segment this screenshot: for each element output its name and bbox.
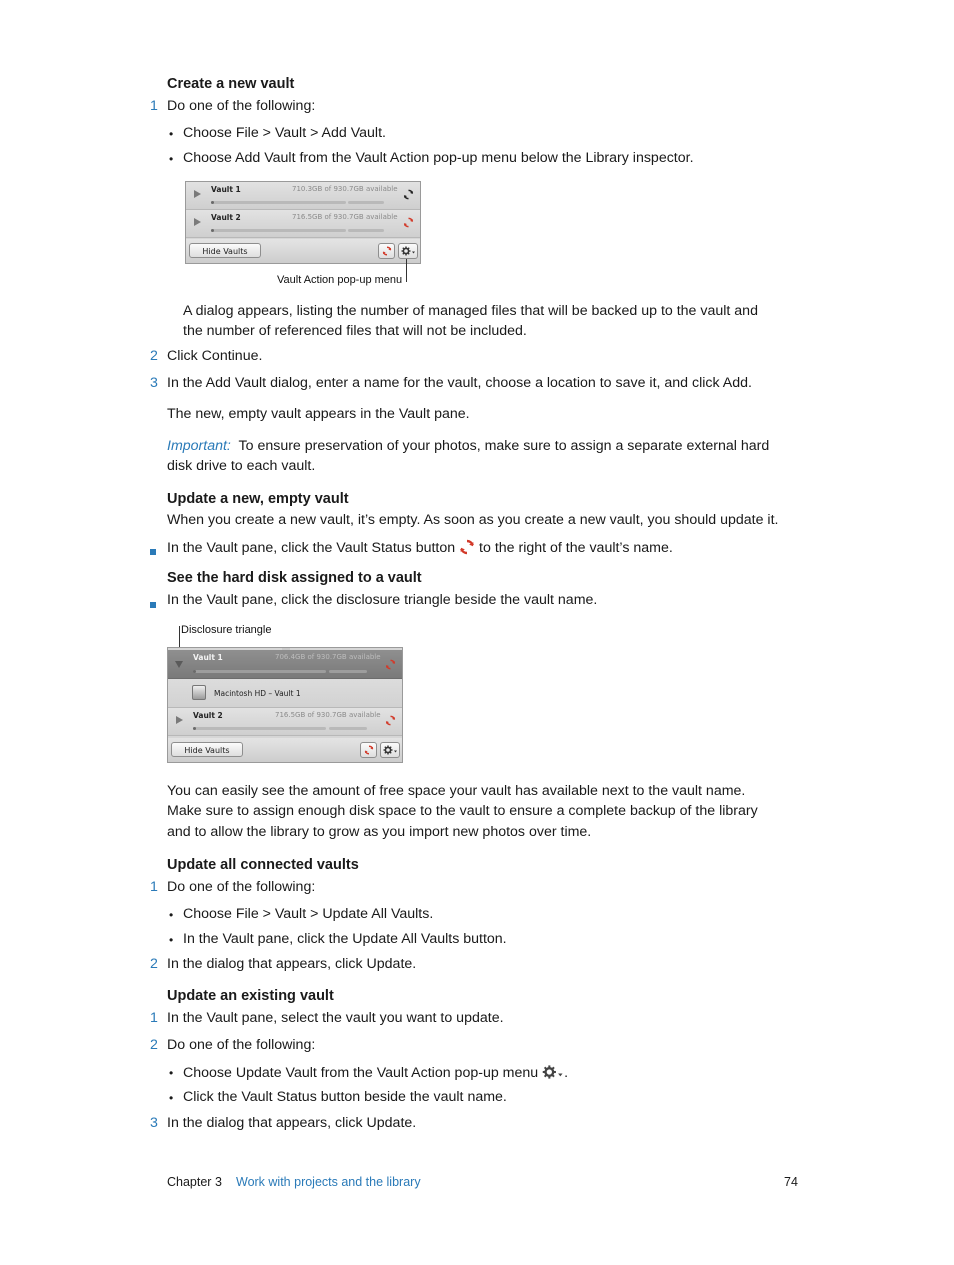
step-text: Do one of the following: bbox=[167, 879, 316, 895]
hide-vaults-button[interactable]: Hide Vaults bbox=[171, 742, 243, 757]
vault-disk-item[interactable] bbox=[168, 679, 402, 708]
bullet-text-before: In the Vault pane, click the Vault Status button bbox=[167, 540, 456, 556]
hide-vaults-button[interactable]: Hide Vaults bbox=[189, 243, 261, 258]
paragraph-line: Make sure to assign enough disk space to the vault to ensure a complete backup of the library bbox=[167, 803, 758, 819]
step-number: 3 bbox=[150, 1115, 158, 1131]
important-note bbox=[167, 438, 769, 454]
step-number: 2 bbox=[150, 1037, 158, 1053]
disclosure-triangle-icon[interactable] bbox=[194, 218, 201, 226]
hard-disk-icon bbox=[192, 685, 206, 700]
vault-row[interactable] bbox=[186, 210, 420, 238]
vault-usage-fill bbox=[211, 229, 214, 232]
bullet-text: Choose File > Vault > Add Vault. bbox=[183, 125, 386, 141]
vault-pane-figure bbox=[185, 181, 421, 264]
paragraph-line: You can easily see the amount of free space your vault has available next to the vault name. bbox=[167, 783, 746, 799]
step-text: In the dialog that appears, click Update. bbox=[167, 1115, 417, 1131]
important-label: Important: bbox=[167, 438, 231, 454]
vault-name: Vault 1 bbox=[211, 185, 241, 194]
bullet-text: Choose File > Vault > Update All Vaults. bbox=[183, 906, 434, 922]
sync-red-icon bbox=[382, 246, 392, 256]
vault-available: 706.4GB of 930.7GB available bbox=[275, 653, 381, 661]
heading-see-hard-disk: See the hard disk assigned to a vault bbox=[167, 570, 422, 586]
sync-red-icon[interactable] bbox=[385, 659, 396, 670]
page-number: 74 bbox=[784, 1175, 798, 1189]
vault-status-icon bbox=[459, 539, 475, 555]
sync-black-icon[interactable] bbox=[403, 189, 414, 200]
vault-row-selected[interactable] bbox=[168, 650, 402, 679]
important-text-line: disk drive to each vault. bbox=[167, 458, 316, 474]
vault-usage-bar bbox=[211, 201, 346, 204]
vault-usage-bar bbox=[193, 670, 326, 673]
bullet-dot: • bbox=[169, 152, 174, 166]
vault-pane-figure-expanded bbox=[167, 647, 403, 763]
disclosure-triangle-icon[interactable] bbox=[194, 190, 201, 198]
vault-action-popup-button[interactable] bbox=[380, 742, 400, 758]
vault-name: Vault 2 bbox=[193, 711, 223, 720]
vault-usage-bar bbox=[193, 727, 326, 730]
vault-usage-fill bbox=[193, 727, 196, 730]
vault-usage-fill bbox=[211, 201, 214, 204]
footer-chapter: Chapter 3 bbox=[167, 1175, 222, 1189]
bullet-dot: • bbox=[169, 1066, 174, 1080]
update-all-vaults-button[interactable] bbox=[360, 742, 377, 758]
vault-pane-footer bbox=[168, 738, 402, 762]
result-text: The new, empty vault appears in the Vault pane. bbox=[167, 406, 470, 422]
vault-available: 710.3GB of 930.7GB available bbox=[292, 185, 398, 193]
paragraph-line: the number of referenced files that will not be included. bbox=[183, 323, 527, 339]
step-text: Do one of the following: bbox=[167, 98, 316, 114]
vault-pane-footer bbox=[186, 239, 420, 263]
gear-icon bbox=[401, 246, 416, 256]
step-text: In the dialog that appears, click Update. bbox=[167, 956, 417, 972]
bullet-text bbox=[167, 539, 673, 556]
vault-disk-name: Macintosh HD – Vault 1 bbox=[214, 689, 301, 698]
caption-leader-line bbox=[406, 259, 407, 282]
vault-usage-bar-secondary bbox=[348, 201, 384, 204]
vault-usage-bar bbox=[211, 229, 346, 232]
vault-row[interactable] bbox=[186, 182, 420, 210]
step-number: 1 bbox=[150, 1010, 158, 1026]
bullet-text: In the Vault pane, click the disclosure triangle beside the vault name. bbox=[167, 592, 598, 608]
step-number: 3 bbox=[150, 375, 158, 391]
vault-row[interactable] bbox=[168, 708, 402, 736]
bullet-dot: • bbox=[169, 1091, 174, 1105]
paragraph-line: A dialog appears, listing the number of managed files that will be backed up to the vault and bbox=[183, 303, 758, 319]
square-bullet bbox=[150, 596, 156, 612]
step-number: 1 bbox=[150, 98, 158, 114]
vault-usage-bar-secondary bbox=[329, 670, 367, 673]
bullet-text-after: . bbox=[564, 1065, 569, 1081]
bullet-text: Click the Vault Status button beside the vault name. bbox=[183, 1089, 507, 1105]
gear-icon bbox=[383, 745, 398, 755]
bullet-dot: • bbox=[169, 127, 174, 141]
vault-action-popup-button[interactable] bbox=[398, 243, 418, 259]
heading-update-existing-vault: Update an existing vault bbox=[167, 988, 334, 1004]
heading-update-all-vaults: Update all connected vaults bbox=[167, 857, 359, 873]
step-number: 1 bbox=[150, 879, 158, 895]
bullet-dot: • bbox=[169, 933, 174, 947]
bullet-text: Choose Add Vault from the Vault Action pop-up menu below the Library inspector. bbox=[183, 150, 694, 166]
bullet-text: In the Vault pane, click the Update All Vaults button. bbox=[183, 931, 507, 947]
vault-usage-bar-secondary bbox=[329, 727, 367, 730]
vault-name: Vault 2 bbox=[211, 213, 241, 222]
heading-update-new-vault: Update a new, empty vault bbox=[167, 491, 349, 507]
step-number: 2 bbox=[150, 956, 158, 972]
vault-available: 716.5GB of 930.7GB available bbox=[275, 711, 381, 719]
bullet-text-before: Choose Update Vault from the Vault Action pop-up menu bbox=[183, 1065, 539, 1081]
heading-create-vault: Create a new vault bbox=[167, 76, 295, 92]
paragraph-line: and to allow the library to grow as you import new photos over time. bbox=[167, 824, 592, 840]
step-text: In the Add Vault dialog, enter a name for the vault, choose a location to save it, and click Add. bbox=[167, 375, 752, 391]
vault-available: 716.5GB of 930.7GB available bbox=[292, 213, 398, 221]
vault-name: Vault 1 bbox=[193, 653, 223, 662]
footer-chapter-link[interactable]: Work with projects and the library bbox=[236, 1175, 421, 1189]
sync-red-icon bbox=[364, 745, 374, 755]
gear-icon bbox=[542, 1064, 564, 1080]
figure-caption: Disclosure triangle bbox=[181, 624, 272, 636]
intro-text: When you create a new vault, it’s empty. As soon as you create a new vault, you should update it. bbox=[167, 512, 779, 528]
vault-usage-bar-secondary bbox=[348, 229, 384, 232]
square-bullet bbox=[150, 543, 156, 559]
disclosure-triangle-icon[interactable] bbox=[176, 716, 183, 724]
figure-caption: Vault Action pop-up menu bbox=[277, 274, 403, 286]
step-text: Click Continue. bbox=[167, 348, 263, 364]
sync-red-icon[interactable] bbox=[403, 217, 414, 228]
important-text: To ensure preservation of your photos, make sure to assign a separate external hard bbox=[238, 438, 770, 454]
sync-red-icon[interactable] bbox=[385, 715, 396, 726]
update-all-vaults-button[interactable] bbox=[378, 243, 395, 259]
bullet-text-after: to the right of the vault’s name. bbox=[479, 540, 673, 556]
vault-usage-fill bbox=[193, 670, 196, 673]
disclosure-triangle-open-icon[interactable] bbox=[175, 661, 183, 668]
step-text: Do one of the following: bbox=[167, 1037, 316, 1053]
step-text: In the Vault pane, select the vault you want to update. bbox=[167, 1010, 504, 1026]
step-number: 2 bbox=[150, 348, 158, 364]
bullet-text bbox=[183, 1064, 568, 1081]
bullet-dot: • bbox=[169, 908, 174, 922]
